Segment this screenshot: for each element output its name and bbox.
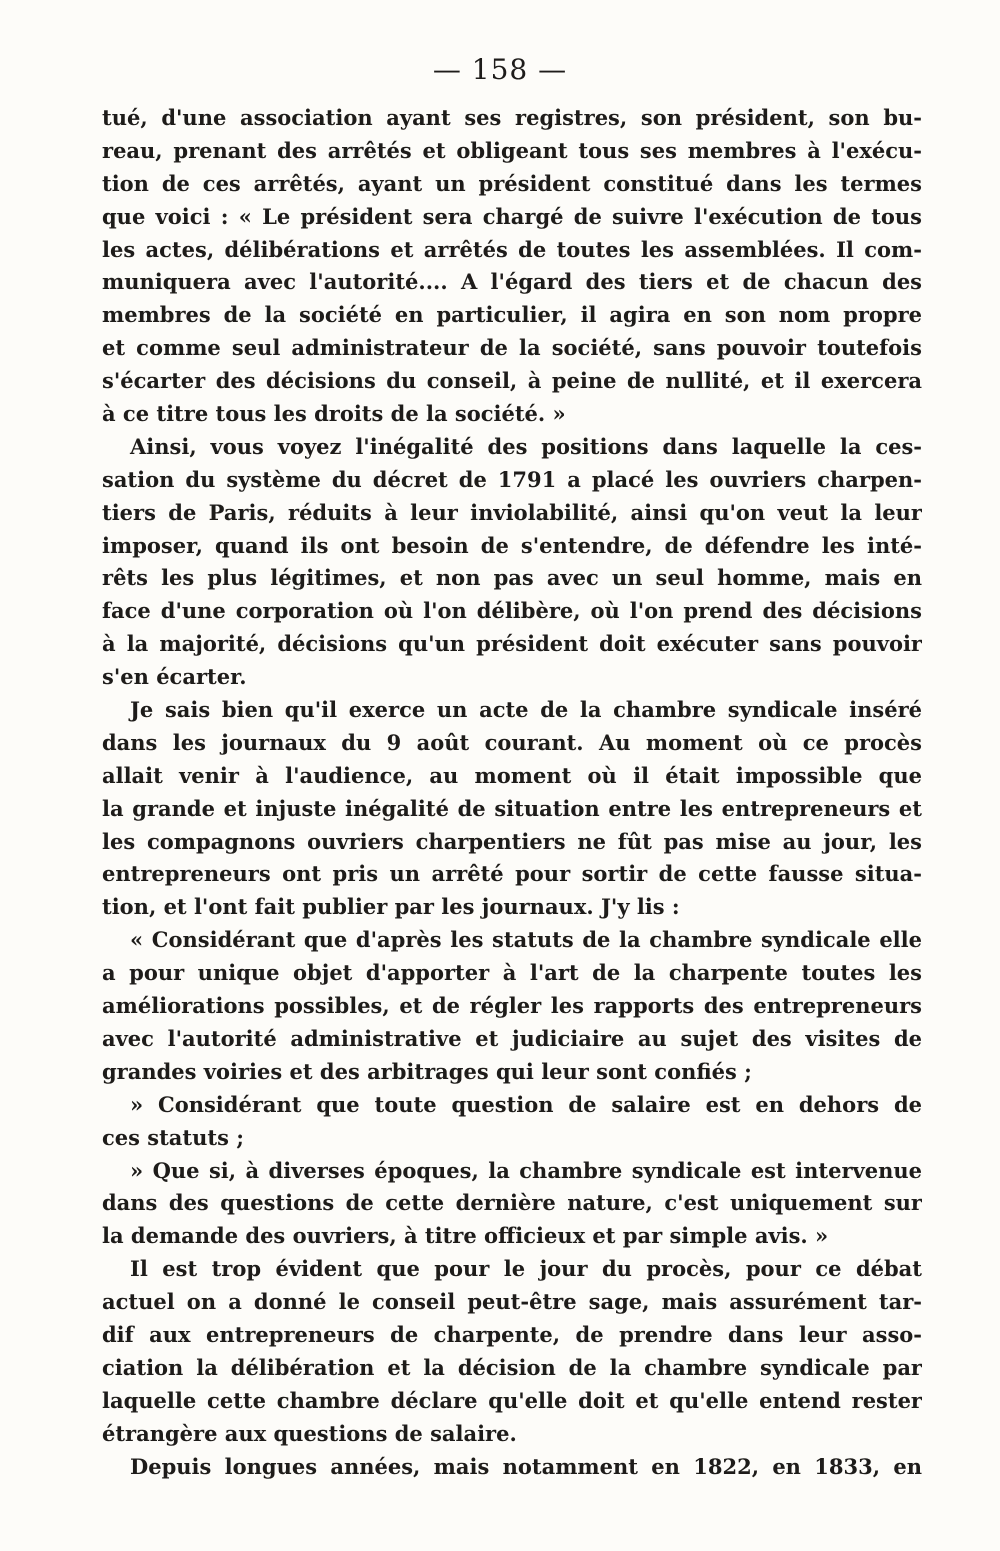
text-line: rêts les plus légitimes, et non pas avec un seul homme, mais en: [102, 565, 922, 591]
text-line: imposer, quand ils ont besoin de s'entendre, de défendre les inté-: [102, 532, 922, 558]
body-text: [102, 102, 922, 1483]
quotation-paragraph: [102, 1089, 922, 1155]
text-line: tion de ces arrêtés, ayant un président constitué dans les termes: [102, 170, 922, 196]
text-line: ciation la délibération et la décision de la chambre syndicale par: [102, 1354, 922, 1380]
paragraph: [102, 694, 922, 924]
text-line: et comme seul administrateur de la société, sans pouvoir toutefois: [102, 335, 922, 361]
text-line: » Que si, à diverses époques, la chambre syndicale est intervenue: [130, 1157, 922, 1183]
text-line: laquelle cette chambre déclare qu'elle doit et qu'elle entend rester: [102, 1387, 922, 1413]
text-line: tion, et l'ont fait publier par les journaux. J'y lis :: [102, 894, 680, 920]
text-line: que voici : « Le président sera chargé de suivre l'exécution de tous: [102, 203, 922, 229]
quotation-paragraph: [102, 1155, 922, 1254]
text-line: les actes, délibérations et arrêtés de toutes les assemblées. Il com-: [102, 236, 922, 262]
text-line: améliorations possibles, et de régler les rapports des entrepreneurs: [102, 993, 922, 1019]
text-line: entrepreneurs ont pris un arrêté pour sortir de cette fausse situa-: [102, 861, 922, 887]
text-line: Depuis longues années, mais notamment en 1822, en 1833, en: [130, 1453, 922, 1479]
text-line: reau, prenant des arrêtés et obligeant tous ses membres à l'exécu-: [102, 137, 922, 163]
text-line: ces statuts ;: [102, 1124, 244, 1150]
text-line: Je sais bien qu'il exerce un acte de la chambre syndicale inséré: [130, 697, 922, 723]
text-line: allait venir à l'audience, au moment où il était impossible que: [102, 762, 922, 788]
text-line: face d'une corporation où l'on délibère, où l'on prend des décisions: [102, 598, 922, 624]
paragraph: [102, 1451, 922, 1484]
text-line: étrangère aux questions de salaire.: [102, 1420, 517, 1446]
text-line: Ainsi, vous voyez l'inégalité des positions dans laquelle la ces-: [130, 433, 922, 459]
text-line: Il est trop évident que pour le jour du procès, pour ce débat: [130, 1256, 922, 1282]
text-line: avec l'autorité administrative et judiciaire au sujet des visites de: [102, 1025, 922, 1051]
paragraph: [102, 1253, 922, 1450]
text-line: grandes voiries et des arbitrages qui leur sont confiés ;: [102, 1058, 752, 1084]
text-line: s'écarter des décisions du conseil, à peine de nullité, et il exercera: [102, 368, 922, 394]
text-line: à ce titre tous les droits de la société. »: [102, 401, 566, 427]
text-line: dif aux entrepreneurs de charpente, de prendre dans leur asso-: [102, 1321, 922, 1347]
text-line: » Considérant que toute question de salaire est en dehors de: [130, 1091, 922, 1117]
text-line: les compagnons ouvriers charpentiers ne fût pas mise au jour, les: [102, 828, 922, 854]
text-line: la demande des ouvriers, à titre officieux et par simple avis. »: [102, 1223, 829, 1249]
text-line: s'en écarter.: [102, 664, 247, 690]
text-line: tiers de Paris, réduits à leur inviolabilité, ainsi qu'on veut la leur: [102, 499, 922, 525]
text-line: a pour unique objet d'apporter à l'art de la charpente toutes les: [102, 960, 922, 986]
text-line: membres de la société en particulier, il agira en son nom propre: [102, 302, 922, 328]
text-line: à la majorité, décisions qu'un président doit exécuter sans pouvoir: [102, 631, 922, 657]
page-number: — 158 —: [432, 53, 568, 86]
text-line: dans des questions de cette dernière nature, c'est uniquement sur: [102, 1190, 922, 1216]
quotation-paragraph: [102, 924, 922, 1088]
paragraph: [102, 102, 922, 431]
text-line: actuel on a donné le conseil peut-être sage, mais assurément tar-: [102, 1289, 922, 1315]
text-line: tué, d'une association ayant ses registres, son président, son bu-: [102, 105, 922, 130]
text-line: « Considérant que d'après les statuts de la chambre syndicale elle: [130, 927, 922, 953]
text-line: dans les journaux du 9 août courant. Au moment où ce procès: [102, 729, 922, 755]
text-line: la grande et injuste inégalité de situation entre les entrepreneurs et: [102, 795, 922, 821]
text-line: sation du système du décret de 1791 a placé les ouvriers charpen-: [102, 466, 922, 492]
text-line: muniquera avec l'autorité.... A l'égard des tiers et de chacun des: [102, 269, 922, 295]
paragraph: [102, 431, 922, 694]
